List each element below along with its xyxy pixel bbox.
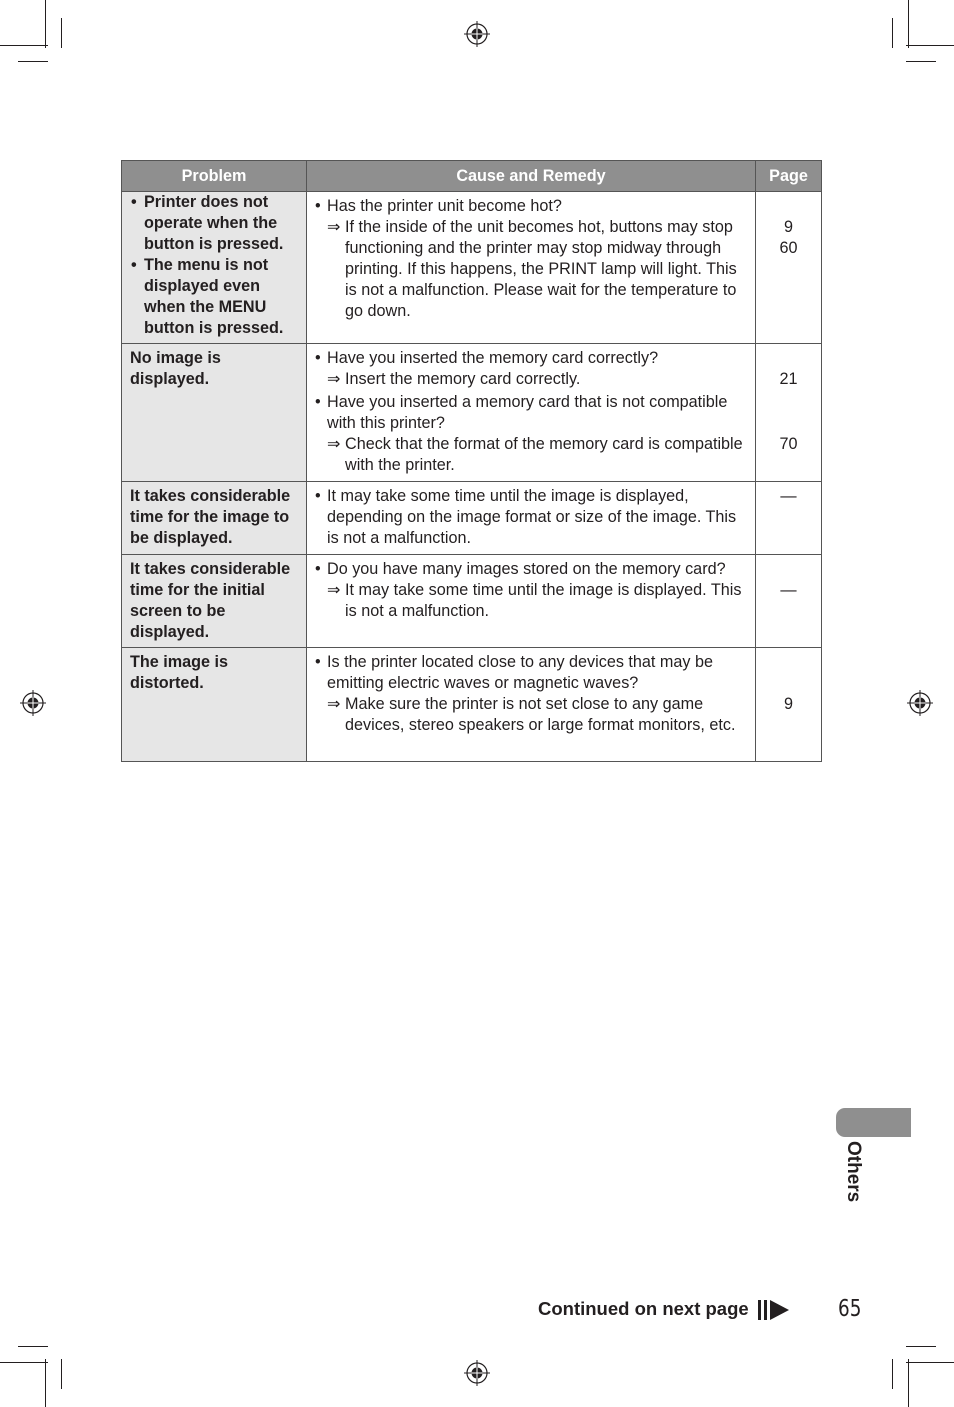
crop-mark — [906, 1346, 936, 1347]
crop-mark — [45, 0, 46, 48]
page-cell — [756, 555, 822, 648]
problem-item: • The menu is not displayed even when the MENU button is pressed. — [134, 255, 300, 339]
page-ref: — — [780, 487, 797, 505]
header-problem: Problem — [122, 161, 307, 192]
problem-item: It takes considerable time for the image to be displayed. — [130, 487, 291, 547]
crop-mark — [61, 1359, 62, 1389]
page-ref — [756, 196, 821, 217]
crop-mark — [908, 0, 909, 48]
problem-cell — [122, 482, 307, 555]
page-ref: — — [780, 581, 797, 599]
cause-question: • Has the printer unit become hot? — [315, 196, 747, 217]
cause-remedy-cell — [307, 482, 756, 555]
crop-mark — [908, 1359, 909, 1407]
crop-mark — [0, 45, 48, 46]
problem-item: • Printer does not operate when the button is pressed. — [134, 192, 300, 255]
crop-mark — [61, 18, 62, 48]
page-ref: 9 — [783, 695, 793, 713]
page-cell — [756, 344, 822, 482]
problem-item: It takes considerable time for the initial screen to be displayed. — [130, 560, 291, 641]
header-cause-remedy: Cause and Remedy — [307, 161, 756, 192]
page-cell — [756, 482, 822, 555]
crop-mark — [45, 1359, 46, 1407]
troubleshooting-table — [121, 160, 822, 762]
page-ref — [756, 652, 821, 673]
cause-question: • Is the printer located close to any devices that may be emitting electric waves or magnetic waves? — [315, 652, 747, 694]
problem-cell — [122, 192, 307, 344]
page-cell — [756, 648, 822, 762]
continue-arrow-icon — [758, 1299, 790, 1321]
problem-item: No image is displayed. — [130, 349, 221, 388]
cause-question: • Have you inserted a memory card that is not compatible with this printer? — [315, 392, 747, 434]
table-row — [122, 482, 822, 555]
cause-question: • Have you inserted the memory card correctly? — [315, 348, 747, 369]
remedy-text: ⇒ Make sure the printer is not set close to any game devices, stereo speakers or large format monitors, etc. — [315, 694, 747, 736]
remedy-text: ⇒ If the inside of the unit becomes hot, buttons may stop functioning and the printer may stop midway through printing. If this happens, the PRINT lamp will light. This is not a malfunction. Please wait for the temperature to go down. — [315, 217, 747, 322]
cause-question: • Do you have many images stored on the memory card? — [315, 559, 747, 580]
problem-cell — [122, 555, 307, 648]
remedy-text: ⇒ Check that the format of the memory card is compatible with the printer. — [315, 434, 747, 476]
crop-mark — [892, 1359, 893, 1389]
page-ref — [756, 411, 821, 432]
page-ref: 9 — [783, 218, 793, 236]
header-page: Page — [756, 161, 822, 192]
page-ref: 60 — [779, 239, 798, 257]
remedy-text: ⇒ Insert the memory card correctly. — [315, 369, 747, 390]
problem-cell — [122, 648, 307, 762]
crop-mark — [906, 1362, 954, 1363]
crop-mark — [0, 1362, 48, 1363]
page-ref — [756, 673, 821, 694]
crop-mark — [906, 45, 954, 46]
section-tab-label: Others — [843, 1141, 864, 1203]
crop-mark — [18, 1346, 48, 1347]
page-ref — [756, 348, 821, 369]
remedy-text: ⇒ It may take some time until the image is displayed. This is not a malfunction. — [315, 580, 747, 622]
crop-mark — [906, 61, 936, 62]
cause-remedy-cell — [307, 192, 756, 344]
problem-cell — [122, 344, 307, 482]
registration-mark-icon — [907, 690, 933, 716]
continued-on-next-page: Continued on next page — [538, 1298, 749, 1319]
table-row — [122, 648, 822, 762]
page-number: 65 — [838, 1296, 862, 1322]
page-ref — [756, 559, 821, 580]
problem-item: The image is distorted. — [130, 653, 229, 692]
crop-mark — [892, 18, 893, 48]
cause-remedy-cell — [307, 648, 756, 762]
crop-mark — [18, 61, 48, 62]
section-tab — [836, 1108, 911, 1137]
registration-mark-icon — [464, 21, 490, 47]
page-ref — [756, 390, 821, 411]
table-header-row — [122, 161, 822, 192]
page-ref: 70 — [779, 435, 798, 453]
table-row — [122, 344, 822, 482]
page-ref: 21 — [779, 370, 798, 388]
cause-remedy-cell — [307, 555, 756, 648]
page-cell — [756, 192, 822, 344]
registration-mark-icon — [464, 1360, 490, 1386]
table-row — [122, 192, 822, 344]
cause-remedy-cell — [307, 344, 756, 482]
registration-mark-icon — [20, 690, 46, 716]
cause-question: • It may take some time until the image is displayed, depending on the image format or size of the image. This is not a malfunction. — [315, 486, 747, 549]
table-row — [122, 555, 822, 648]
